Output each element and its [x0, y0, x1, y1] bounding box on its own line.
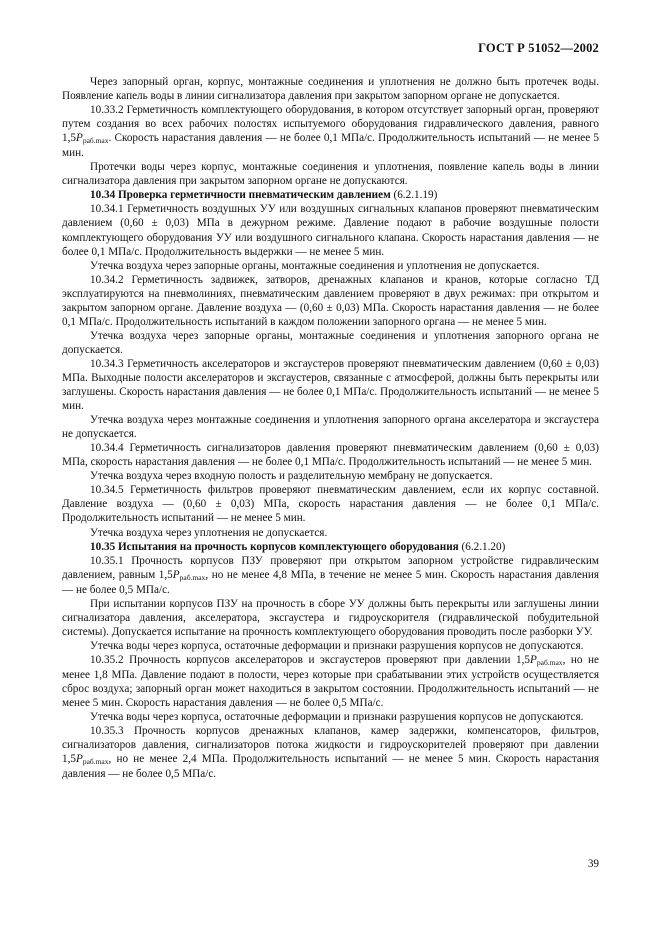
subscript: раб.max — [82, 757, 109, 767]
paragraph: 10.34.2 Герметичность задвижек, затворов, дренажных клапанов и кранов, которые согласно ТД эксплуатируются на пневмолиниях, пневматическим давлением проверяют в двух режимах: при открытом и закрытом запорном органе. Давление воздуха — (0,60 ± 0,03) МПа. Скорость нарастания давления — не более 0,1 МПа/с. Продолжительность испытаний в каждом положении запорного органа — не менее 5 мин. — [62, 273, 599, 328]
paragraph-10-35-3: 10.35.3 Прочность корпусов дренажных клапанов, камер задержки, компенсаторов, фильтров, сигнализаторов давления, сигнализаторов потока жидкости и гидроускорителей проверяют при давлении 1,5Pраб.max, но не менее 2,4 МПа. Продолжительность испытаний — не менее 5 мин. Скорость нарастания давления — не более 0,5 МПа/с. — [62, 725, 599, 781]
subscript: раб.max — [82, 136, 109, 146]
paragraph: Утечка воздуха через запорные органы, монтажные соединения и уплотнения запорного органа не допускается. — [62, 329, 599, 356]
paragraph: 10.34.5 Герметичность фильтров проверяют пневматическим давлением, если их корпус составной. Давление воздуха — (0,60 ± 0,03) МПа, скорость нарастания давления — не более 0,1 МПа/с. Продолжительность испытаний — не менее 5 мин. — [62, 484, 599, 525]
subscript: раб.max — [179, 572, 206, 582]
paragraph: Утечка воздуха через монтажные соединения и уплотнения запорного органа акселератора и эксгаустера не допускается. — [62, 414, 599, 441]
paragraph: Через запорный орган, корпус, монтажные соединения и уплотнения не должно быть протечек воды. Появление капель воды в линии сигнализатора давления при закрытом запорном органе не допускается. — [62, 76, 599, 103]
paragraph: Протечки воды через корпус, монтажные соединения и уплотнения, появление капель воды в линии сигнализатора давления при закрытом запорном органе не допускаются. — [62, 161, 599, 188]
symbol-p: P — [172, 568, 180, 581]
paragraph-10-35-2: 10.35.2 Прочность корпусов акселераторов и эксгаустеров проверяют при давлении 1,5Pраб.max, но не менее 1,8 МПа. Давление подают в полости, через которые при срабатывании этих устройств осуществляется сброс воздуха; запорный орган может находиться в закрытом состоянии. Продолжительность испытаний — не менее 5 мин. Скорость нарастания давления — не более 0,5 МПа/с. — [62, 653, 599, 710]
symbol-p: P — [75, 132, 83, 145]
paragraph: Утечка воздуха через запорные органы, монтажные соединения и уплотнения не допускается. — [90, 259, 540, 272]
symbol-p: P — [75, 753, 83, 766]
page-number: 39 — [587, 858, 599, 870]
paragraph: Утечка воздуха через уплотнения не допускается. — [90, 526, 328, 539]
paragraph: При испытании корпусов ПЗУ на прочность в сборе УУ должны быть перекрыты или заглушены линии сигнализатора давления, акселератора, эксгаустера и гидроускорителя (гидравлической побудительной системы). Допускается испытание на прочность комплектующего оборудования проводить после разборки УУ. — [62, 597, 599, 638]
paragraph: Утечка воды через корпуса, остаточные деформации и признаки разрушения корпусов не допускаются. — [90, 639, 584, 652]
section-heading-10-34: 10.34 Проверка герметичности пневматическим давлением (6.2.1.19) — [90, 189, 438, 202]
section-heading-10-35: 10.35 Испытания на прочность корпусов комплектующего оборудования (6.2.1.20) — [90, 540, 506, 553]
paragraph: 10.34.1 Герметичность воздушных УУ или воздушных сигнальных клапанов проверяют пневматическим давлением (0,60 ± 0,03) МПа в дежурном режиме. Давление подают в рабочие воздушные полости комплектующего оборудования УУ или воздушного сигнального клапана. Скорость нарастания давления — не более 0,1 МПа/с. Продолжительность выдержки — не менее 5 мин. — [62, 203, 599, 258]
paragraph-10-35-1: 10.35.1 Прочность корпусов ПЗУ проверяют при открытом запорном устройстве гидравлическим давлением, равным 1,5Pраб.max, но не менее 4,8 МПа, в течение не менее 5 мин. Скорость нарастания давления — не более 0,5 МПа/с. — [62, 554, 599, 596]
paragraph: 10.34.3 Герметичность акселераторов и эксгаустеров проверяют пневматическим давлением (0,60 ± 0,03) МПа. Выходные полости акселераторов и эксгаустеров, связанные с атмосферой, должны быть перекрыты или заглушены. Скорость нарастания давления — не более 0,1 МПа/с. Продолжительность испытаний — не менее 5 мин. — [62, 357, 599, 413]
paragraph: Утечка воды через корпуса, остаточные деформации и признаки разрушения корпусов не допускаются. — [90, 711, 584, 724]
paragraph: Утечка воздуха через входную полость и разделительную мембрану не допускается. — [90, 470, 493, 483]
paragraph: 10.34.4 Герметичность сигнализаторов давления проверяют пневматическим давлением (0,60 ± 0,03) МПа, скорость нарастания давления — не более 0,1 МПа/с. Продолжительность испытаний — не менее 5 мин. — [62, 442, 599, 469]
standard-header: ГОСТ Р 51052—2002 — [478, 41, 599, 55]
symbol-p: P — [530, 653, 537, 666]
paragraph-10-33-2: 10.33.2 Герметичность комплектующего оборудования, в котором отсутствует запорный орган, проверяют путем создания во всех рабочих полостях испытуемого оборудования гидравлического давления, равного 1,5Pраб.max. Скорость нарастания давления — не более 0,1 МПа/с. Продолжительность испытаний — не менее 5 мин. — [62, 104, 599, 160]
subscript: раб.max — [536, 657, 563, 667]
document-body — [62, 75, 599, 781]
